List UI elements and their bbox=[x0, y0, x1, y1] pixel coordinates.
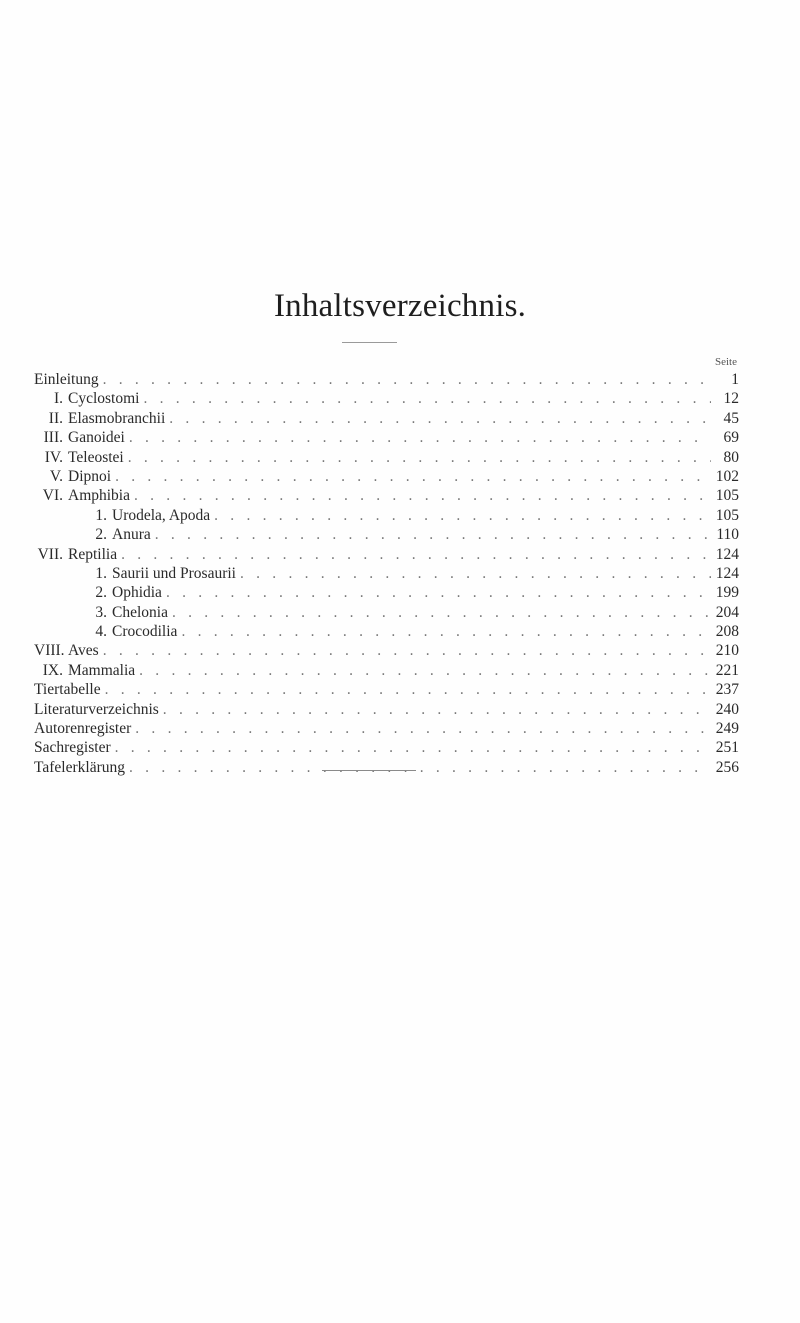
toc-entry bbox=[34, 370, 739, 389]
entry-page: 210 bbox=[715, 642, 739, 660]
toc-entry bbox=[34, 738, 739, 757]
entry-page: 204 bbox=[715, 603, 739, 621]
entry-label: Amphibia bbox=[68, 487, 130, 505]
dot-leader bbox=[169, 409, 711, 428]
toc-entry bbox=[34, 486, 739, 505]
entry-number: IX. bbox=[42, 661, 63, 679]
toc-entry bbox=[34, 564, 739, 583]
page-column-header: Seite bbox=[715, 356, 737, 368]
toc-entry bbox=[34, 622, 739, 641]
toc-entry bbox=[34, 641, 739, 660]
entry-page: 237 bbox=[715, 681, 739, 699]
dot-leader bbox=[155, 525, 711, 544]
entry-page: 12 bbox=[723, 390, 739, 408]
toc-entry bbox=[34, 389, 739, 408]
dot-leader bbox=[115, 467, 711, 486]
entry-label: Ganoidei bbox=[68, 429, 125, 447]
entry-page: 208 bbox=[715, 623, 739, 641]
title-divider bbox=[342, 342, 397, 343]
entry-label: Sachregister bbox=[34, 739, 111, 757]
entry-number: VII. bbox=[37, 545, 63, 563]
entry-page: 221 bbox=[715, 661, 739, 679]
entry-label: Crocodilia bbox=[112, 623, 178, 641]
toc-entry bbox=[34, 409, 739, 428]
toc-entry bbox=[34, 680, 739, 699]
entry-label: Urodela, Apoda bbox=[112, 506, 211, 524]
entry-number: 1. bbox=[95, 564, 107, 582]
dot-leader bbox=[143, 389, 711, 408]
entry-page: 80 bbox=[723, 448, 739, 466]
dot-leader bbox=[129, 758, 711, 777]
entry-number: I. bbox=[53, 390, 63, 408]
entry-number: VI. bbox=[42, 487, 63, 505]
entry-number: 1. bbox=[95, 506, 107, 524]
toc-entry bbox=[34, 428, 739, 447]
table-of-contents bbox=[34, 370, 739, 777]
entry-label: Einleitung bbox=[34, 371, 99, 388]
entry-page: 105 bbox=[715, 506, 739, 524]
entry-label: Reptilia bbox=[68, 545, 118, 563]
entry-number: II. bbox=[48, 409, 63, 427]
entry-label: Aves bbox=[68, 642, 99, 660]
dot-leader bbox=[172, 603, 711, 622]
entry-page: 251 bbox=[715, 739, 739, 757]
dot-leader bbox=[103, 641, 711, 660]
dot-leader bbox=[121, 545, 711, 564]
entry-page: 1 bbox=[731, 371, 739, 388]
entry-number: VIII. bbox=[34, 642, 65, 660]
entry-page: 110 bbox=[716, 526, 739, 544]
toc-entry bbox=[34, 700, 739, 719]
entry-label: Literaturverzeichnis bbox=[34, 700, 159, 718]
dot-leader bbox=[139, 661, 711, 680]
toc-entry bbox=[34, 506, 739, 525]
entry-page: 124 bbox=[715, 564, 739, 582]
toc-entry bbox=[34, 467, 739, 486]
entry-page: 256 bbox=[715, 758, 739, 776]
entry-label: Autorenregister bbox=[34, 720, 132, 738]
entry-page: 240 bbox=[715, 700, 739, 718]
entry-label: Tiertabelle bbox=[34, 681, 101, 699]
dot-leader bbox=[105, 680, 711, 699]
toc-entry bbox=[34, 545, 739, 564]
entry-label: Mammalia bbox=[68, 661, 136, 679]
entry-page: 249 bbox=[715, 720, 739, 738]
closing-divider bbox=[322, 770, 416, 771]
entry-label: Teleostei bbox=[68, 448, 124, 466]
entry-label: Ophidia bbox=[112, 584, 162, 602]
entry-number: 4. bbox=[95, 623, 107, 641]
entry-label: Elasmobranchii bbox=[68, 409, 166, 427]
dot-leader bbox=[181, 622, 711, 641]
toc-entry bbox=[34, 603, 739, 622]
dot-leader bbox=[134, 486, 711, 505]
toc-entry bbox=[34, 525, 739, 544]
entry-label: Tafelerklärung bbox=[34, 758, 126, 776]
dot-leader bbox=[129, 428, 711, 447]
entry-page: 124 bbox=[715, 545, 739, 563]
entry-number: III. bbox=[43, 429, 63, 447]
dot-leader bbox=[135, 719, 711, 738]
entry-number: 2. bbox=[95, 584, 107, 602]
toc-entry bbox=[34, 758, 739, 777]
dot-leader bbox=[163, 700, 711, 719]
entry-page: 105 bbox=[715, 487, 739, 505]
entry-number: 3. bbox=[95, 603, 107, 621]
dot-leader bbox=[166, 583, 711, 602]
entry-page: 69 bbox=[723, 429, 739, 447]
entry-label: Chelonia bbox=[112, 603, 168, 621]
entry-label: Anura bbox=[112, 526, 151, 544]
entry-number: V. bbox=[49, 467, 63, 485]
toc-entry bbox=[34, 719, 739, 738]
dot-leader bbox=[128, 448, 711, 467]
toc-entry bbox=[34, 661, 739, 680]
toc-entry bbox=[34, 583, 739, 602]
entry-page: 102 bbox=[715, 467, 739, 485]
dot-leader bbox=[240, 564, 711, 583]
entry-label: Dipnoi bbox=[68, 467, 112, 485]
entry-number: 2. bbox=[95, 526, 107, 544]
entry-label: Cyclostomi bbox=[68, 390, 140, 408]
entry-number: IV. bbox=[44, 448, 63, 466]
dot-leader bbox=[115, 738, 711, 757]
entry-page: 45 bbox=[723, 409, 739, 427]
dot-leader bbox=[103, 370, 711, 389]
entry-label: Saurii und Prosaurii bbox=[112, 564, 236, 582]
dot-leader bbox=[214, 506, 711, 525]
entry-page: 199 bbox=[715, 584, 739, 602]
page-title: Inhaltsverzeichnis. bbox=[273, 288, 527, 324]
toc-entry bbox=[34, 448, 739, 467]
